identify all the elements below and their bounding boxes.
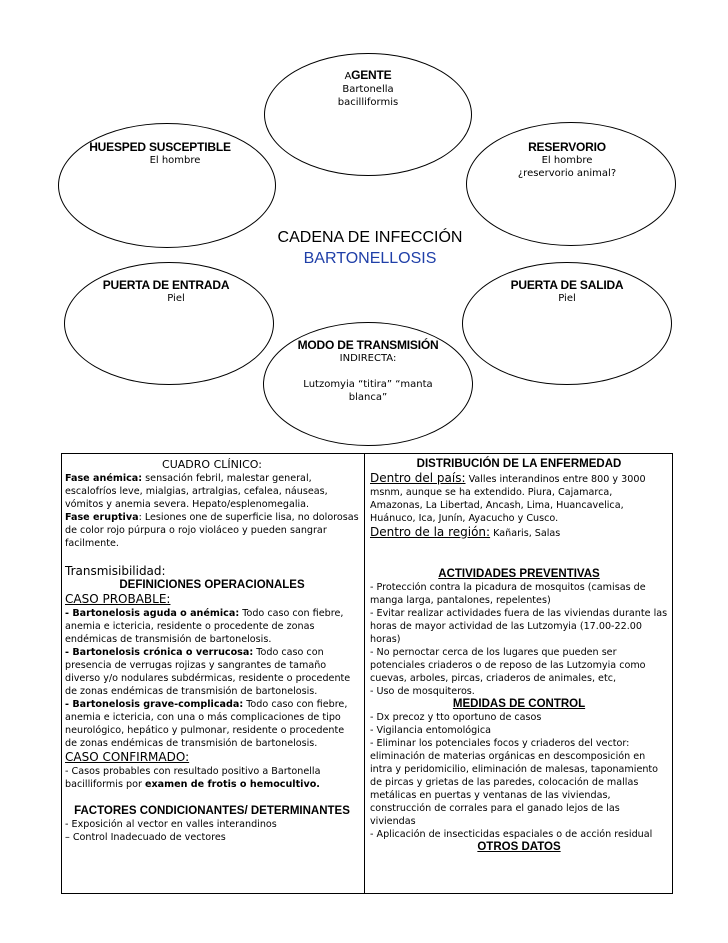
actividades-title: ACTIVIDADES PREVENTIVAS	[438, 568, 600, 580]
modo-title: MODO DE TRANSMISIÓN	[297, 338, 439, 352]
center-title-line2: BARTONELLOSIS	[303, 250, 437, 267]
factor-1: - Exposición al vector en valles interandinos	[65, 819, 277, 830]
reservorio-line1: El hombre	[541, 155, 593, 166]
right-column	[370, 458, 668, 854]
actividad-1: - Protección contra la picadura de mosquitos (camisas de manga larga, pantalones, repelentes)	[370, 582, 646, 606]
bartonelosis-grave: - Bartonelosis grave-complicada: Todo caso con fiebre, anemia e ictericia, con una o más complicaciones de tipo neurológico, hepático y pulmonar, residente o procedente de zonas endémicas de transmisión de bartonelosis.	[65, 699, 348, 749]
huesped-text	[60, 141, 260, 167]
agente-text	[270, 69, 466, 109]
salida-text	[470, 279, 664, 305]
fase-anemica: Fase anémica: sensación febril, malestar general, escalofríos leve, mialgias, artralgias, cefalea, náuseas, vómitos y anemia severa. Hepato/esplenomegalia.	[65, 473, 328, 510]
reservorio-line2: ¿reservorio animal?	[517, 168, 617, 179]
factor-2: – Control Inadecuado de vectores	[65, 832, 226, 843]
cuadro-clinico-title: CUADRO CLÍNICO:	[162, 458, 262, 471]
actividad-4: - Uso de mosquiteros.	[370, 686, 475, 697]
entrada-title: PUERTA DE ENTRADA	[102, 278, 230, 292]
dentro-pais: Dentro del país: Valles interandinos entre 800 y 3000 msnm, aunque se ha extendido. Piura, Cajamarca, Amazonas, La Libertad, Ancash, Lima, Huancavelica, Huánuco, Ica, Junín, Ayacucho y Cusco.	[370, 471, 646, 524]
actividad-3: - No pernoctar cerca de los lugares que pueden ser potenciales criaderos o de reposo de las Lutzomyia como cuevas, arboles, pircas, criaderos de animales, etc,	[370, 647, 646, 684]
entrada-line1: Piel	[167, 293, 185, 304]
reservorio-title: RESERVORIO	[528, 140, 606, 154]
center-title	[270, 227, 470, 269]
table-divider	[364, 453, 365, 894]
agente-title: AGENTE	[344, 68, 392, 82]
left-column	[65, 458, 359, 844]
bartonelosis-cronica: - Bartonelosis crónica o verrucosa: Todo caso con presencia de verrugas rojizas y sangrantes de tamaño diverso y/o nodulares subdérmicas, residente o procedente de zonas endémicas de transmisión de bartonelosis.	[65, 647, 351, 697]
entrada-text	[66, 279, 266, 305]
confirmado-text: - Casos probables con resultado positivo a Bartonella bacilliformis por examen de frotis o hemocultivo.	[65, 766, 321, 790]
factores-title: FACTORES CONDICIONANTES/ DETERMINANTES	[74, 805, 350, 817]
huesped-title: HUESPED SUSCEPTIBLE	[89, 140, 231, 154]
otros-datos-title: OTROS DATOS	[477, 841, 561, 853]
distribucion-title: DISTRIBUCIÓN DE LA ENFERMEDAD	[416, 458, 622, 470]
modo-text	[273, 339, 463, 404]
salida-line1: Piel	[558, 293, 576, 304]
transmisibilidad: Transmisibilidad:	[65, 564, 166, 578]
medida-3: - Eliminar los potenciales focos y criaderos del vector: eliminación de materias orgánicas en descomposición en intra y peridomicilio, eliminación de malesas, taponamiento de pircas y grietas de las paredes, colocación de mallas metálicas en puertas y ventanas de las viviendas, construcción de corrales para el ganado lejos de las viviendas	[370, 738, 659, 827]
bartonelosis-aguda: - Bartonelosis aguda o anémica: Todo caso con fiebre, anemia e ictericia, residente o procedente de zonas endémicas de transmisión de bartonelosis.	[65, 608, 344, 645]
actividad-2: - Evitar realizar actividades fuera de las viviendas durante las horas de mayor actividad de las Lutzomyia (17.00-22.00 horas)	[370, 608, 668, 645]
medidas-title: MEDIDAS DE CONTROL	[452, 698, 586, 710]
salida-title: PUERTA DE SALIDA	[510, 278, 624, 292]
reservorio-text	[470, 141, 664, 180]
dentro-region: Dentro de la región: Kañaris, Salas	[370, 525, 561, 539]
agente-line1: Bartonella	[342, 84, 394, 95]
medida-1: - Dx precoz y tto oportuno de casos	[370, 712, 542, 723]
huesped-line1: El hombre	[149, 155, 201, 166]
medida-2: - Vigilancia entomológica	[370, 725, 492, 736]
fase-eruptiva: Fase eruptiva: Lesiones one de superficie lisa, no dolorosas de color rojo púrpura o rojo violáceo y pueden sangrar facilmente.	[65, 512, 359, 549]
medida-4: - Aplicación de insecticidas espaciales o de acción residual	[370, 829, 653, 840]
caso-confirmado: CASO CONFIRMADO:	[65, 750, 190, 764]
modo-line3: blanca”	[348, 392, 388, 403]
caso-probable: CASO PROBABLE:	[65, 592, 171, 606]
center-title-line1: CADENA DE INFECCIÓN	[277, 229, 463, 246]
modo-line2: Lutzomyia “titira” “manta	[303, 379, 433, 390]
agente-line2: bacilliformis	[337, 97, 399, 108]
definiciones-title: DEFINICIONES OPERACIONALES	[119, 579, 305, 591]
modo-line1: INDIRECTA:	[339, 353, 397, 364]
